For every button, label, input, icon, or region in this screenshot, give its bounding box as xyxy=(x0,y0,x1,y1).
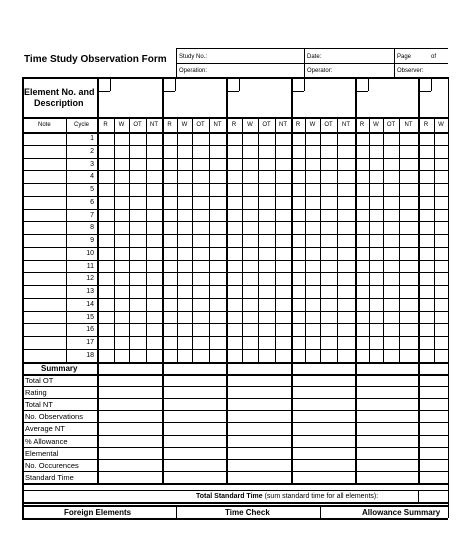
element-no-box-line xyxy=(368,77,369,91)
sub-column-header-ot: OT xyxy=(324,122,333,128)
cycle-number: 5 xyxy=(90,186,94,193)
sub-column-header-ot: OT xyxy=(262,122,271,128)
summary-row-label: No. Occurences xyxy=(25,461,79,470)
cycle-number: 14 xyxy=(86,301,94,308)
element-sub-column-line xyxy=(383,117,384,362)
sub-column-header-r: R xyxy=(167,122,172,128)
cycle-row-line xyxy=(22,234,448,235)
cycle-number: 15 xyxy=(86,314,94,321)
footer-divider xyxy=(176,505,177,518)
sub-column-header-r: R xyxy=(103,122,108,128)
element-block-border xyxy=(226,77,228,483)
summary-row-line xyxy=(22,447,448,448)
cycle-number: 17 xyxy=(86,339,94,346)
summary-header-line xyxy=(22,374,448,376)
sub-column-header-w: W xyxy=(181,122,188,128)
element-no-box-line xyxy=(175,77,176,91)
element-sub-column-line xyxy=(192,117,193,362)
cycle-row-line xyxy=(22,183,448,184)
header-bottom-line xyxy=(22,77,448,79)
cycle-row-line xyxy=(22,260,448,261)
date-label: Date: xyxy=(307,54,322,60)
cycle-row-line xyxy=(22,158,448,159)
left-border xyxy=(22,77,24,518)
cycle-row-line xyxy=(22,311,448,312)
element-block-border xyxy=(97,77,99,483)
element-block-border xyxy=(418,77,420,483)
sub-column-header-r: R xyxy=(359,122,365,128)
element-block-border xyxy=(162,77,164,483)
element-no-box-line xyxy=(431,77,432,91)
cycle-row-line xyxy=(22,170,448,171)
header-mid-line xyxy=(176,63,448,64)
footer-top-line xyxy=(22,505,448,507)
observer-label: Observer: xyxy=(397,68,424,74)
cycle-number: 18 xyxy=(86,352,94,359)
element-sub-column-line xyxy=(129,117,130,362)
note-cycle-divider xyxy=(66,117,67,362)
total-standard-time-note: (sum standard time for all elements): xyxy=(264,493,379,500)
sub-column-header-ot: OT xyxy=(196,122,205,128)
header-left-border xyxy=(176,48,177,77)
sub-column-header-w: W xyxy=(438,122,444,128)
summary-row-line xyxy=(22,435,448,436)
header-top-line xyxy=(176,48,448,49)
summary-row-label: % Allowance xyxy=(25,437,68,446)
summary-row-label: Rating xyxy=(25,388,47,397)
header-date-divider xyxy=(304,48,305,77)
cycle-number: 4 xyxy=(90,173,94,180)
total-row-top xyxy=(22,490,448,491)
cycle-number: 6 xyxy=(90,199,94,206)
summary-row-label: Average NT xyxy=(25,424,65,433)
summary-row-line xyxy=(22,410,448,411)
element-sub-column-line xyxy=(177,117,178,362)
element-block-border xyxy=(355,77,357,483)
summary-row-line xyxy=(22,398,448,399)
cycle-number: 9 xyxy=(90,237,94,244)
cycle-number: 8 xyxy=(90,224,94,231)
total-standard-time-label: Total Standard Time xyxy=(196,493,263,500)
allowance-summary-label: Allowance Summary xyxy=(362,508,441,517)
sub-column-header-nt: NT xyxy=(213,122,222,128)
summary-row-label: Total OT xyxy=(25,376,54,385)
element-sub-column-line xyxy=(369,117,370,362)
cycle-column-header: Cycle xyxy=(74,122,90,128)
summary-row-line xyxy=(22,459,448,460)
total-row-bottom xyxy=(22,502,448,504)
summary-row-line xyxy=(22,483,448,485)
cycle-row-line xyxy=(22,336,448,337)
cycle-number: 3 xyxy=(90,161,94,168)
note-column-header: Note xyxy=(38,122,51,128)
study-no-label: Study No.: xyxy=(179,54,208,60)
sub-column-header-w: W xyxy=(309,122,316,128)
total-value-divider xyxy=(418,490,419,502)
element-sub-column-line xyxy=(337,117,338,362)
cycle-number: 11 xyxy=(86,263,94,270)
sub-column-header-nt: NT xyxy=(404,122,413,128)
sub-column-header-w: W xyxy=(373,122,379,128)
cycle-row-line xyxy=(22,285,448,286)
footer-bottom-line xyxy=(22,518,448,520)
page-of-label: of xyxy=(431,54,437,60)
element-sub-column-line xyxy=(242,117,243,362)
element-sub-column-line xyxy=(275,117,276,362)
cycle-row-line xyxy=(22,362,448,364)
cycle-row-line xyxy=(22,323,448,324)
cycle-row-line xyxy=(22,145,448,146)
sub-column-header-r: R xyxy=(231,122,237,128)
element-heading-line2: Description xyxy=(34,98,84,108)
total-standard-time-line xyxy=(196,493,378,500)
cycle-row-line xyxy=(22,298,448,299)
grid-top-line xyxy=(22,117,448,119)
sub-column-header-ot: OT xyxy=(133,122,142,128)
element-heading-line1: Element No. and xyxy=(24,87,95,97)
summary-row-label: Total NT xyxy=(25,400,53,409)
element-sub-column-line xyxy=(434,117,435,362)
cycle-number: 2 xyxy=(90,148,94,155)
cycle-row-line xyxy=(22,209,448,210)
cycle-row-line xyxy=(22,349,448,350)
header-page-divider xyxy=(394,48,395,77)
sub-column-header-nt: NT xyxy=(342,122,350,128)
sub-column-header-w: W xyxy=(118,122,125,128)
element-no-box-line xyxy=(304,77,305,91)
element-sub-column-line xyxy=(209,117,210,362)
summary-row-label: No. Observations xyxy=(25,412,83,421)
element-sub-column-line xyxy=(320,117,321,362)
cycle-number: 13 xyxy=(86,288,94,295)
element-sub-column-line xyxy=(258,117,259,362)
summary-row-line xyxy=(22,471,448,472)
cycle-number: 1 xyxy=(90,135,94,142)
summary-row-line xyxy=(22,386,448,387)
cycle-number: 10 xyxy=(86,250,94,257)
element-sub-column-line xyxy=(305,117,306,362)
element-no-box-line xyxy=(110,77,111,91)
cycle-row-line xyxy=(22,247,448,248)
summary-row-label: Elemental xyxy=(25,449,59,458)
cycle-row-line xyxy=(22,272,448,273)
summary-row-line xyxy=(22,422,448,423)
foreign-elements-label: Foreign Elements xyxy=(64,508,132,517)
cycle-number: 7 xyxy=(90,212,94,219)
cycle-number: 16 xyxy=(86,326,94,333)
element-block-border xyxy=(291,77,293,483)
cycle-row-line xyxy=(22,221,448,222)
footer-divider xyxy=(320,505,321,518)
page-label: Page xyxy=(397,54,412,60)
column-header-bottom-line xyxy=(22,132,448,134)
sub-column-header-nt: NT xyxy=(150,122,158,128)
element-sub-column-line xyxy=(399,117,400,362)
sub-column-header-nt: NT xyxy=(279,122,287,128)
element-sub-column-line xyxy=(146,117,147,362)
summary-heading: Summary xyxy=(41,364,78,373)
sub-column-header-r: R xyxy=(423,122,429,128)
element-sub-column-line xyxy=(114,117,115,362)
cycle-row-line xyxy=(22,196,448,197)
sub-column-header-w: W xyxy=(247,122,253,128)
cycle-number: 12 xyxy=(86,275,94,282)
element-no-box-line xyxy=(239,77,240,91)
summary-row-label: Standard Time xyxy=(25,473,74,482)
operator-label: Operator: xyxy=(307,68,333,74)
operation-label: Operation: xyxy=(179,68,208,74)
form-title: Time Study Observation Form xyxy=(24,54,167,65)
sub-column-header-ot: OT xyxy=(386,122,396,128)
sub-column-header-r: R xyxy=(295,122,301,128)
right-border xyxy=(448,77,449,518)
time-check-label: Time Check xyxy=(225,508,270,517)
